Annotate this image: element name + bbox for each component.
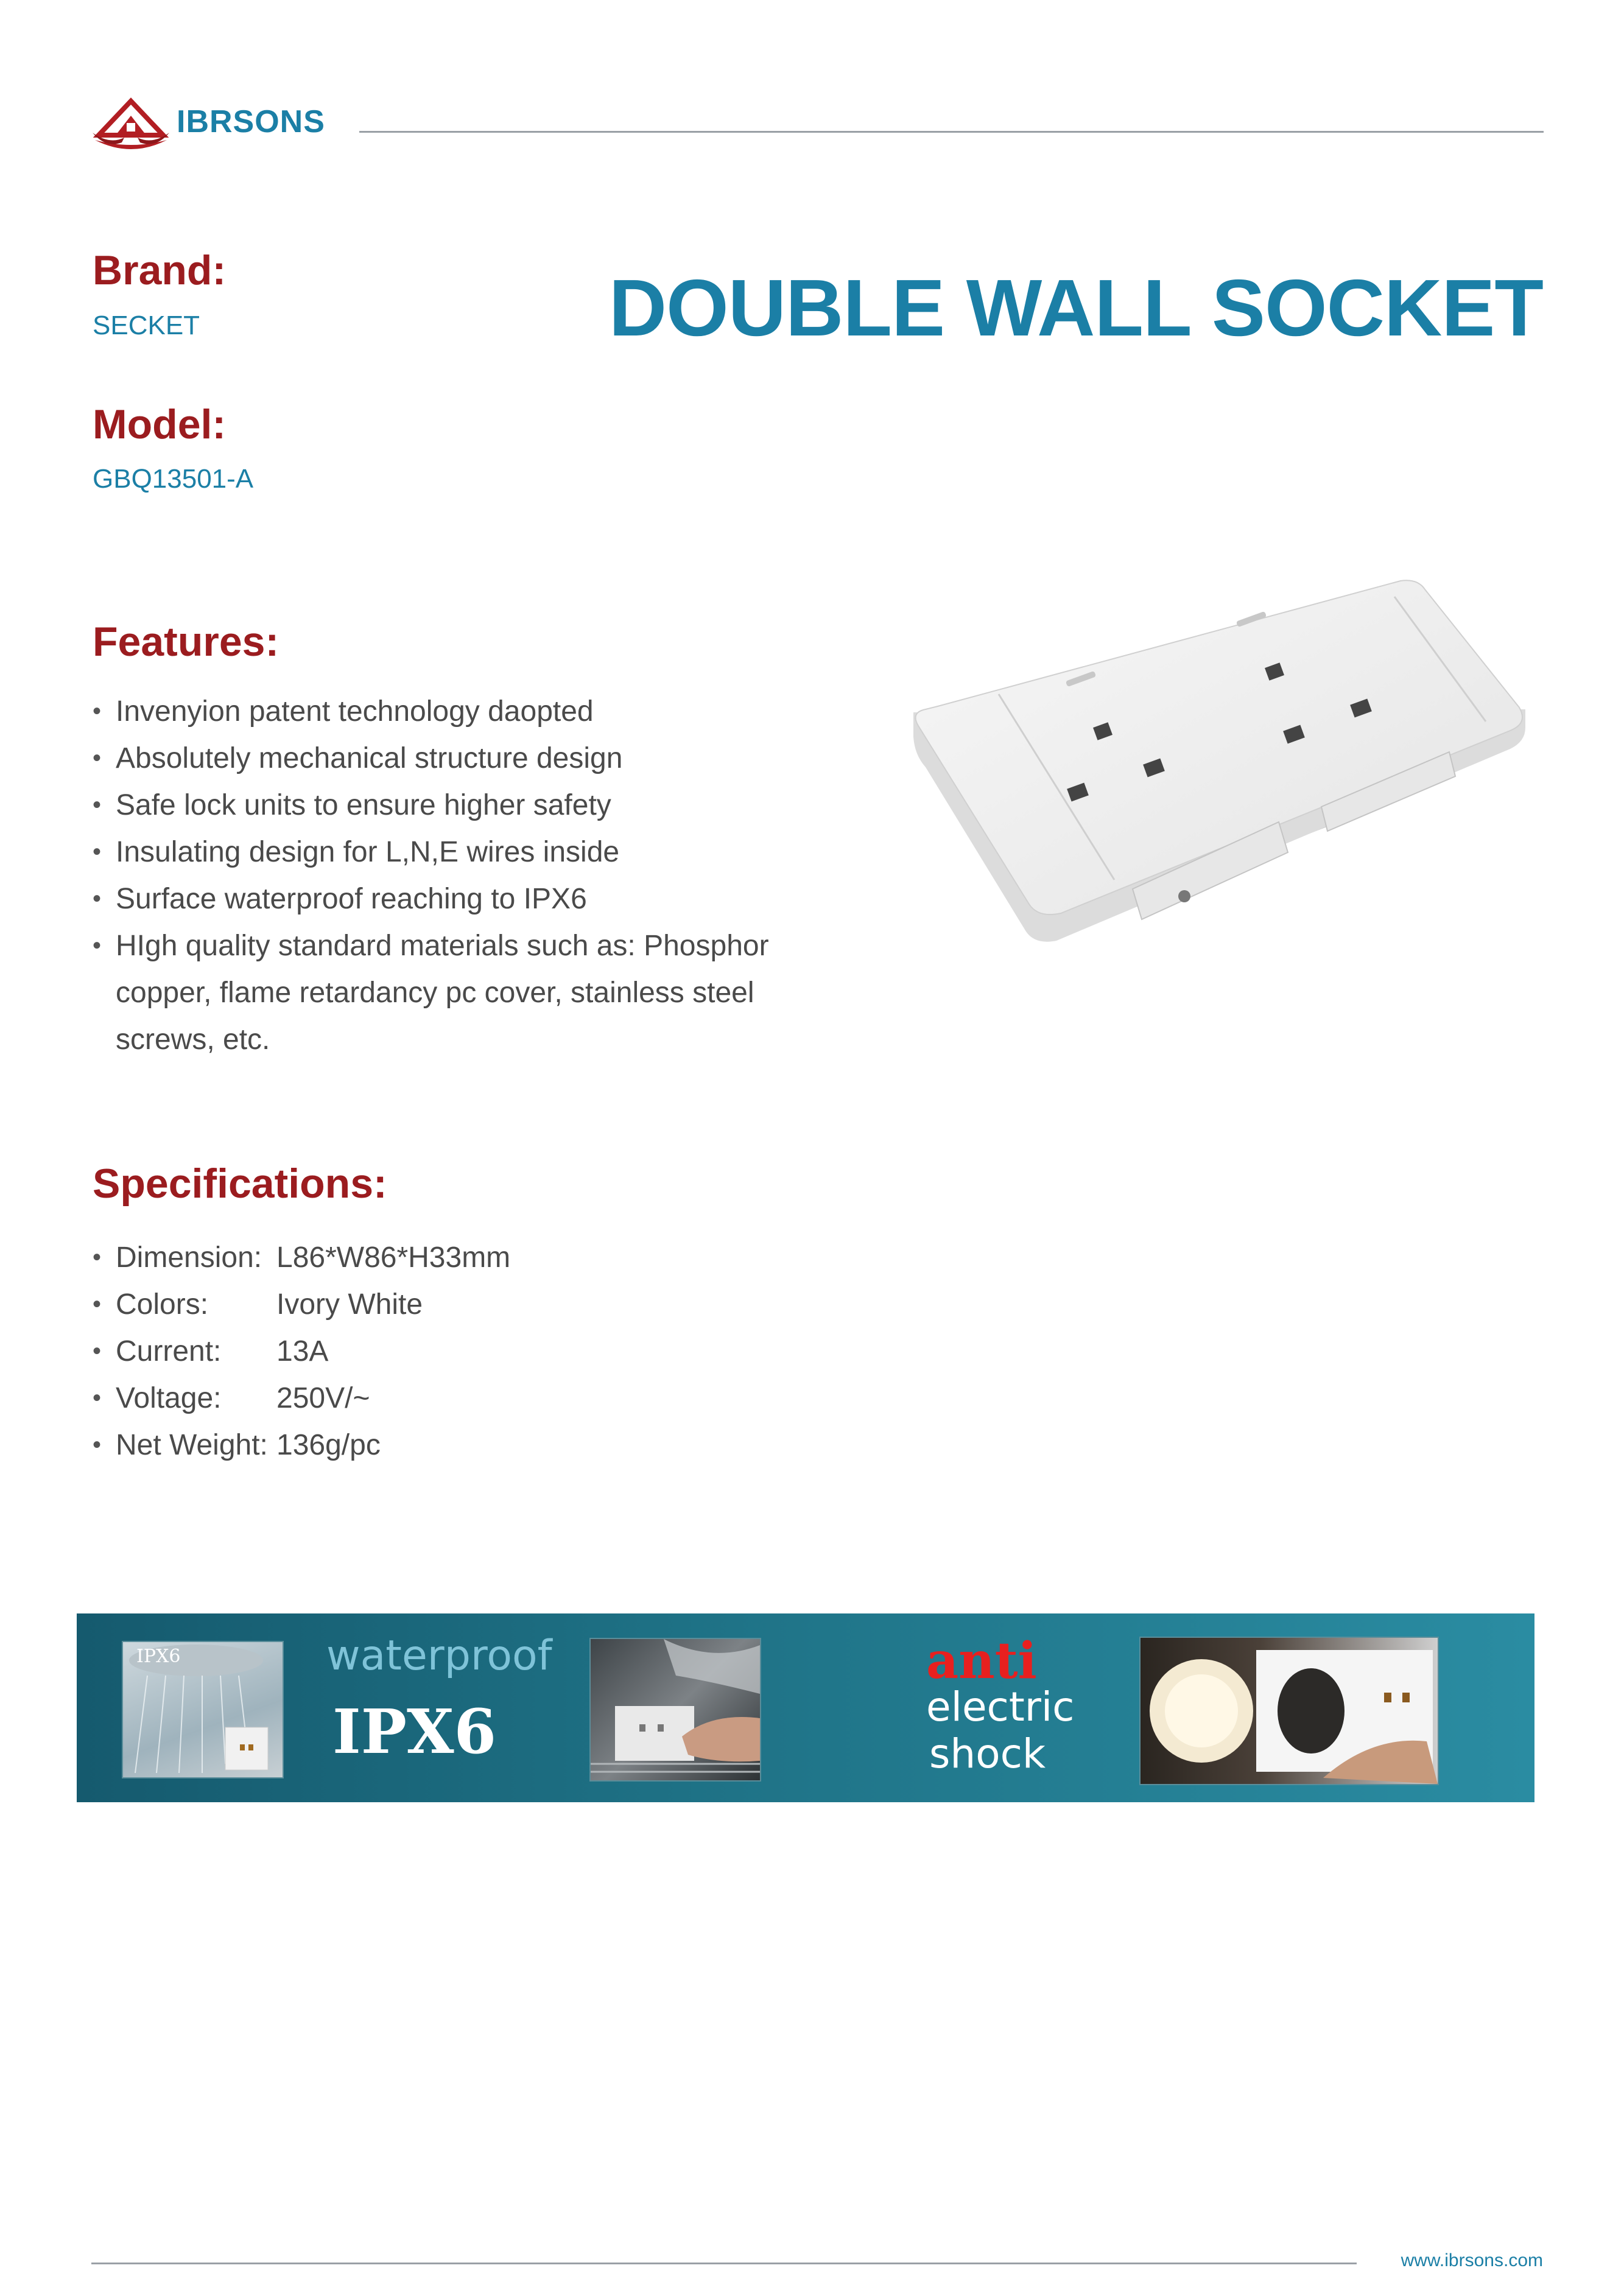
anti-shock-photo	[1139, 1637, 1439, 1785]
product-image	[901, 572, 1528, 962]
page-title: DOUBLE WALL SOCKET	[608, 263, 1543, 353]
feature-item: • Absolutely mechanical structure design	[93, 735, 823, 782]
spec-key: Dimension:	[116, 1241, 262, 1274]
electric-text: electric	[926, 1683, 1075, 1730]
feature-item: • Surface waterproof reaching to IPX6	[93, 876, 823, 922]
spec-value: 136g/pc	[276, 1429, 381, 1461]
feature-item: • Invenyion patent technology daopted	[93, 688, 823, 735]
brand-value: SECKET	[93, 311, 200, 340]
features-list	[93, 688, 823, 1063]
spec-row	[93, 1281, 823, 1328]
feature-item: • Safe lock units to ensure higher safety	[93, 782, 823, 829]
header-divider	[359, 131, 1544, 133]
waterproof-text: waterproof	[326, 1632, 552, 1680]
feature-item: • Insulating design for L,N,E wires inside	[93, 829, 823, 876]
spec-value: L86*W86*H33mm	[276, 1241, 511, 1274]
spec-row	[93, 1328, 823, 1375]
shower-photo	[122, 1641, 284, 1778]
specifications-heading: Specifications:	[93, 1160, 387, 1207]
shower-tag-text: IPX6	[136, 1646, 181, 1667]
water-test-photo	[589, 1638, 761, 1782]
anti-text: anti	[926, 1632, 1037, 1690]
website-link[interactable]: www.ibrsons.com	[1401, 2250, 1543, 2270]
spec-key: Current:	[116, 1335, 222, 1367]
feature-item: • HIgh quality standard materials such as: Phosphor copper, flame retardancy pc cover, stainless steel screws, etc.	[93, 922, 823, 1063]
company-logo-icon	[91, 97, 170, 152]
specifications-list	[93, 1234, 823, 1469]
spec-value: Ivory White	[276, 1288, 423, 1321]
spec-value: 250V/~	[276, 1382, 370, 1414]
spec-key: Voltage:	[116, 1382, 222, 1414]
spec-row	[93, 1234, 823, 1281]
model-label: Model:	[93, 401, 227, 448]
spec-value: 13A	[276, 1335, 329, 1367]
spec-key: Net Weight:	[116, 1429, 268, 1461]
brand-wordmark: IBRSONS	[177, 104, 325, 139]
spec-row	[93, 1422, 823, 1469]
model-value: GBQ13501-A	[93, 464, 254, 494]
ipx6-text: IPX6	[332, 1696, 497, 1768]
features-heading: Features:	[93, 619, 279, 665]
feature-banner	[77, 1613, 1534, 1802]
spec-row	[93, 1375, 823, 1422]
brand-label: Brand:	[93, 247, 227, 293]
spec-key: Colors:	[116, 1288, 209, 1321]
footer-divider	[91, 2263, 1357, 2264]
shock-text: shock	[929, 1730, 1046, 1777]
